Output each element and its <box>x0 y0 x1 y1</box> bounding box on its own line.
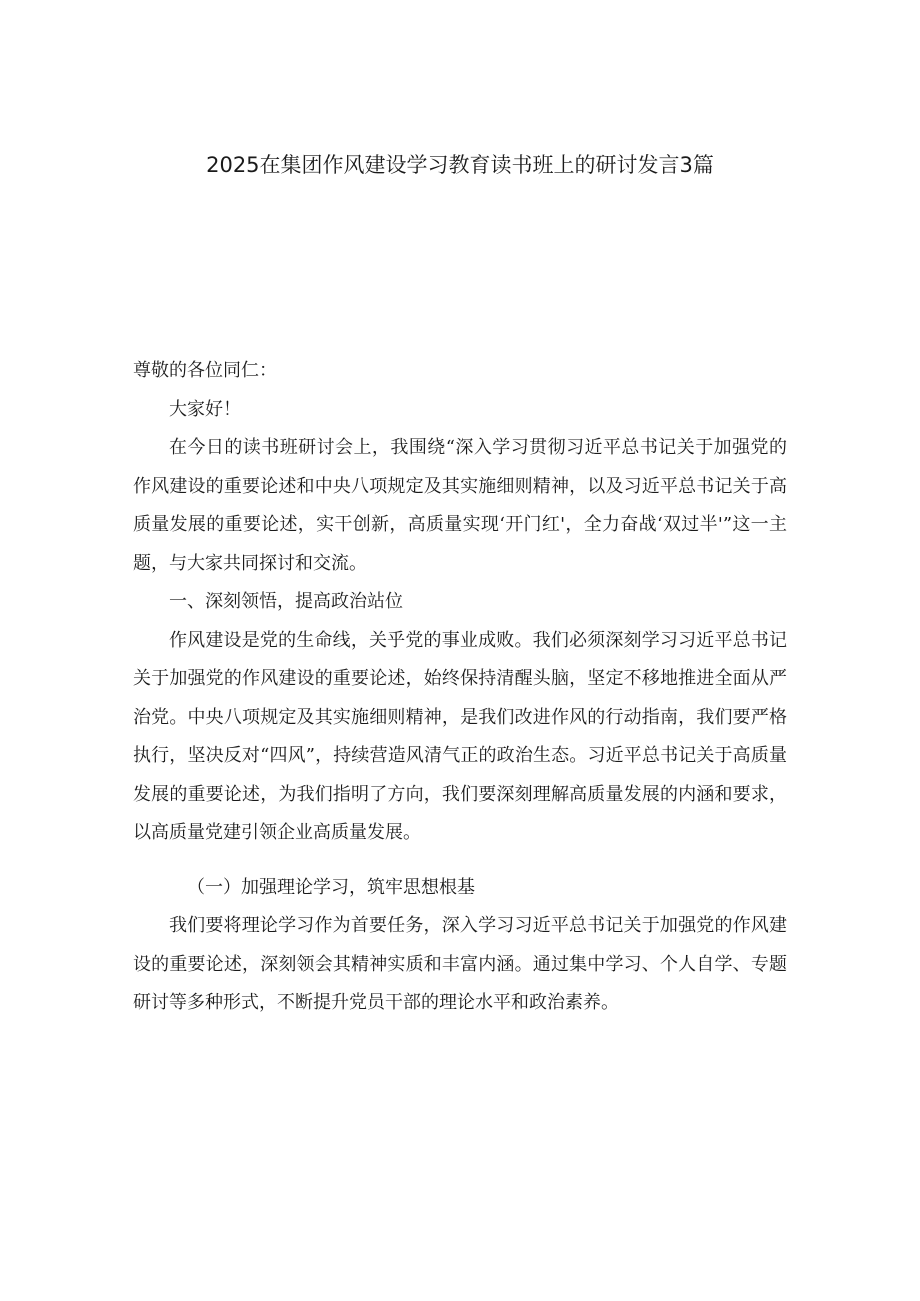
greeting: 大家好！ <box>169 398 241 420</box>
intro-paragraph: 在今日的读书班研讨会上，我围绕“深入学习贯彻习近平总书记关于加强党的作风建设的重要论述和中央八项规定及其实施细则精神，以及习近平总书记关于高质量发展的重要论述，实干创新，高质量实现‘开门红'，全力奋战‘双过半'”这一主题，与大家共同探讨和交流。 <box>133 437 787 574</box>
paragraph-2: 我们要将理论学习作为首要任务，深入学习习近平总书记关于加强党的作风建设的重要论述，深刻领会其精神实质和丰富内涵。通过集中学习、个人自学、专题研讨等多种形式，不断提升党员干部的理论水平和政治素养。 <box>133 915 787 1013</box>
document-body <box>133 352 787 1023</box>
salutation: 尊敬的各位同仁： <box>133 360 277 381</box>
subsection-heading-1-1: （一）加强理论学习，筑牢思想根基 <box>187 876 475 898</box>
section-heading-1: 一、深刻领悟，提高政治站位 <box>169 591 403 612</box>
paragraph-1: 作风建设是党的生命线，关乎党的事业成败。我们必须深刻学习习近平总书记关于加强党的作风建设的重要论述，始终保持清醒头脑，坚定不移地推进全面从严治党。中央八项规定及其实施细则精神，是我们改进作风的行动指南，我们要严格执行，坚决反对“四风”，持续营造风清气正的政治生态。习近平总书记关于高质量发展的重要论述，为我们指明了方向，我们要深刻理解高质量发展的内涵和要求，以高质量党建引领企业高质量发展。 <box>133 629 787 843</box>
document-title: 2025在集团作风建设学习教育读书班上的研讨发言3篇 <box>206 153 714 177</box>
